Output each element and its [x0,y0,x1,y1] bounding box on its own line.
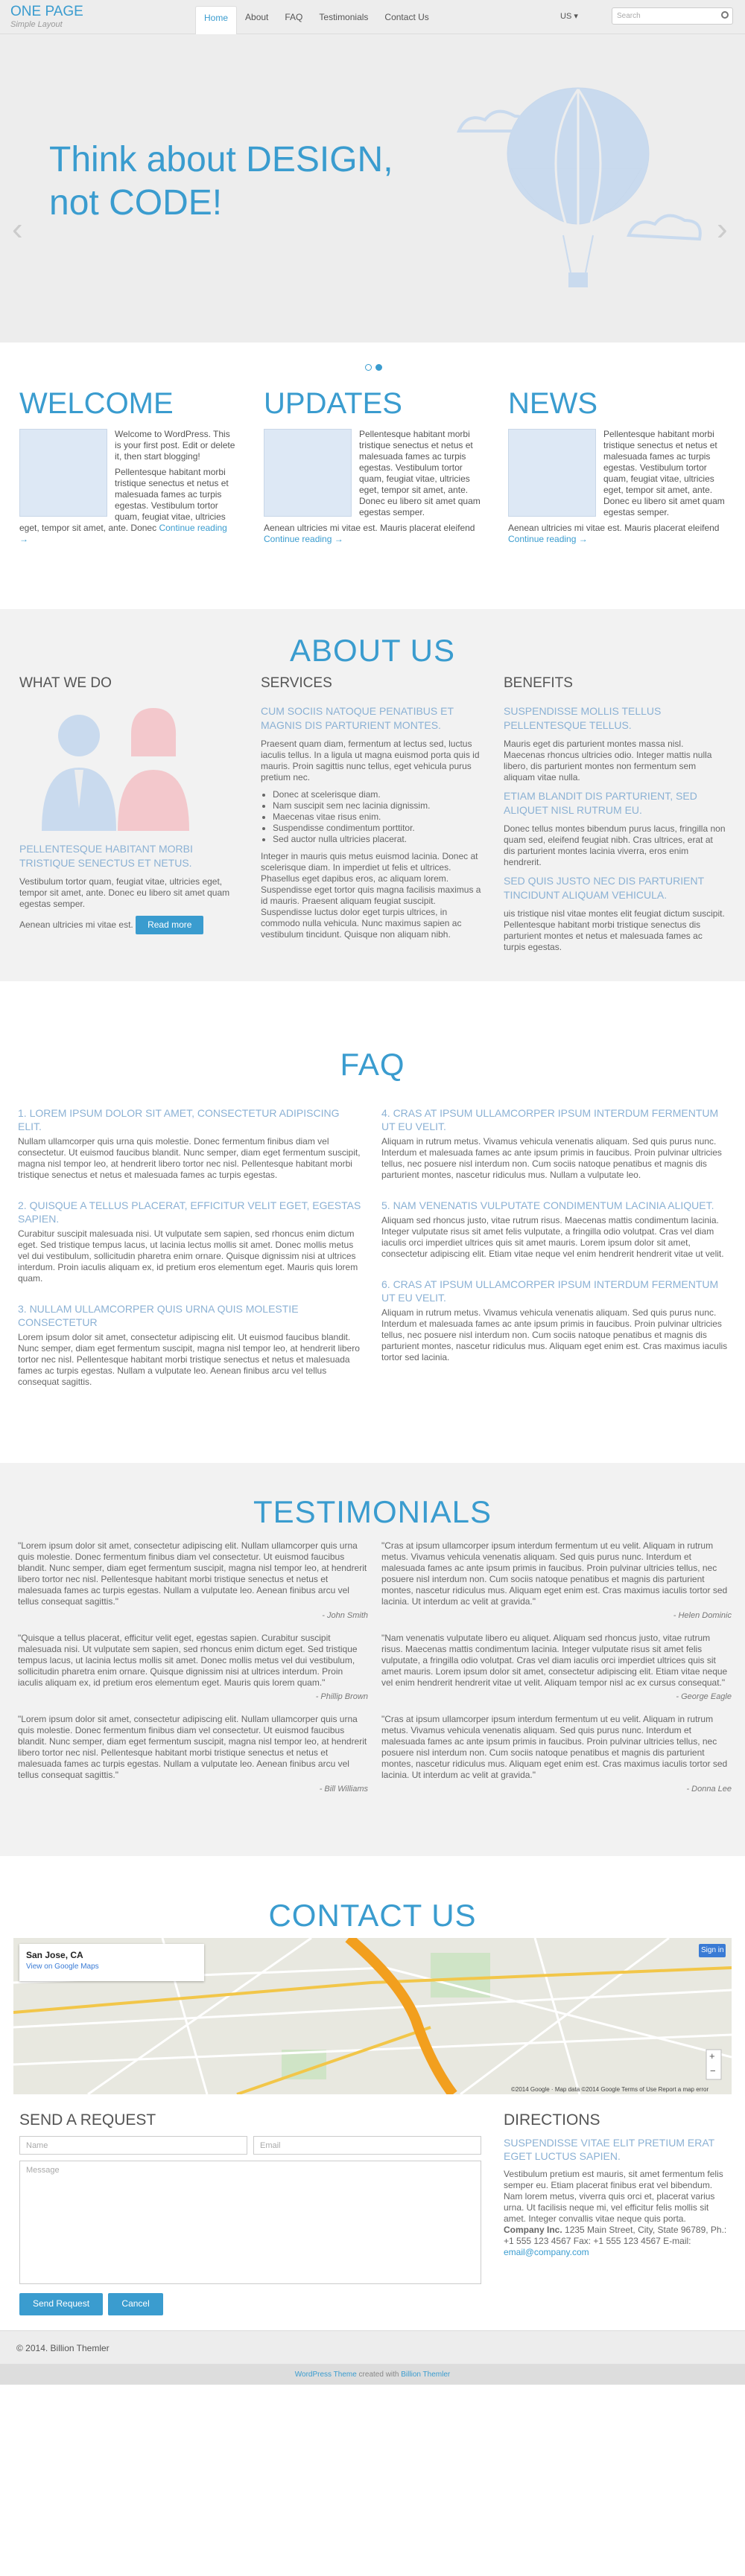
faq-item [381,1106,728,1181]
faq-left-column [18,1106,364,1406]
testimonial-author: - Donna Lee [686,1784,732,1794]
view-on-google-maps-link[interactable]: View on Google Maps [26,1963,99,1971]
map-zoom-in-icon[interactable]: + [709,2050,715,2062]
hero-heading-line1: Think about DESIGN, [49,140,393,179]
testimonials-right-column [381,1540,732,1806]
faq-question[interactable]: 3. NULLAM ULLAMCORPER QUIS URNA QUIS MOLESTIE CONSECTETUR [18,1303,299,1328]
what-we-do-heading: WHAT WE DO [19,675,112,691]
about-section [0,609,745,981]
testimonial-text: "Lorem ipsum dolor sit amet, consectetur adipiscing elit. Nullam ullamcorper quis urna quis molestie. Donec fermentum finibus diam vel consectetur. Ut euismod faucibus blandit. Nunc semper, diam eget fermentum suscipit, magna nisl tempor leo, at hendrerit libero tortor nec nisl. Pellentesque habitant morbi tristique senectus et netus et malesuada fames ac turpis egestas. Nullam a vulputate leo. Aenean finibus arcu vel tellus consequat sagittis." [18,1713,367,1780]
testimonial-text: "Nam venenatis vulputate libero eu aliquet. Aliquam sed rhoncus justo, vitae rutrum risus. Maecenas mattis condimentum lacinia. Integer vulputate risus sit amet felis vulputate, a fringilla odio volutpat. Cras vel diam iaculis orci imperdiet ultrices quis sit amet mauris. Lorem ipsum dolor sit amet, consectetur adipiscing elit. Etiam vitae neque vel enim hendrerit hendrerit vitae ut velit. Aliquam tempor nisl ac ex cursus consequat." [381,1632,728,1688]
contact-section [0,1893,745,2309]
welcome-thumbnail[interactable] [19,429,107,517]
brand-subtitle: Simple Layout [10,20,63,29]
faq-question[interactable]: 5. NAM VENENATIS VULPUTATE CONDIMENTUM LACINIA ALIQUET. [381,1199,714,1211]
nav-item-about[interactable]: About [245,12,269,22]
about-title: ABOUT US [290,633,455,668]
faq-answer: Curabitur suscipit malesuada nisi. Ut vulputate sem sapien, sed rhoncus enim dictum eget. Sed tristique tempus lacus, ut lacinia lectus mollis sit amet. Donec mollis metus vel dui vestibulum, sollicitudin pharetra enim ornare. Quisque dignissim nisi at ultrices interdum. Proin iaculis aliquam ex, id pretium eros elementum eget. Mauris quis lorem quam. [18,1228,358,1284]
slider-next-arrow[interactable]: › [717,211,728,247]
cancel-button[interactable]: Cancel [108,2293,162,2315]
slider-dot-2[interactable] [375,364,382,371]
benefits-text-3: uis tristique nisl vitae montes elit feugiat dictum suscipit. Pellentesque habitant morbi tristique senectus dis parturient montes et netus et malesuada fames ac turpis egestas. [504,908,725,952]
testimonial-text: "Lorem ipsum dolor sit amet, consectetur adipiscing elit. Nullam ullamcorper quis urna quis molestie. Donec fermentum finibus diam vel consectetur. Ut euismod faucibus blandit. Nunc semper, diam eget fermentum suscipit, magna nisl tempor leo, at hendrerit libero tortor nec nisl. Pellentesque habitant morbi tristique senectus et netus et malesuada fames ac turpis egestas. Nullam a vulputate leo. Aenean finibus arcu vel tellus consequat sagittis." [18,1540,367,1607]
hero-heading [49,138,466,225]
faq-answer: Aliquam in rutrum metus. Vivamus vehicula venenatis aliquam. Sed quis purus nunc. Interdum et malesuada fames ac ante ipsum primis in faucibus. Proin pulvinar ultricies tellus, nec posuere nisl interdum non. Cum sociis natoque penatibus et magnis dis parturient montes, nascetur ridiculus mus. Nullam a vulputate leo. [381,1136,722,1180]
site-footer [0,2330,745,2364]
faq-answer: Lorem ipsum dolor sit amet, consectetur adipiscing elit. Ut euismod faucibus blandit. Nunc semper, diam eget fermentum suscipit, magna nisl tempor leo, at hendrerit libero tortor nec nisl. Pellentesque habitant morbi tristique senectus et netus et malesuada fames ac turpis egestas. Nullam a vulputate leo. Aenean finibus arcu vel tellus consequat sagittis. [18,1332,360,1387]
benefits-column [504,673,726,959]
testimonial [18,1540,368,1622]
faq-item [381,1278,728,1363]
send-request-button[interactable]: Send Request [19,2293,103,2315]
testimonials-left-column [18,1540,368,1806]
what-we-do-text: Vestibulum tortor quam, feugiat vitae, ultricies eget, tempor sit amet, ante. Donec eu libero sit amet quam egestas semper. [19,876,230,909]
updates-text-2-body: Aenean ultricies mi vitae est. Mauris placerat eleifend [264,523,475,533]
credit-text: created with [356,2371,402,2379]
what-we-do-subheading: PELLENTESQUE HABITANT MORBI TRISTIQUE SENECTUS ET NETUS. [19,842,193,869]
news-text-1: Pellentesque habitant morbi tristique senectus et netus et malesuada fames ac turpis egestas. Vestibulum tortor quam, feugiat vitae, ultricies eget, tempor sit amet, ante. Donec eu libero sit amet quam egestas semper. [603,429,725,517]
directions-text [504,2169,727,2258]
wordpress-theme-link[interactable]: WordPress Theme [294,2371,357,2379]
faq-item [18,1106,364,1181]
testimonials-section [0,1463,745,1856]
updates-title[interactable]: UPDATES [264,387,402,420]
slider-dots [365,364,382,371]
services-column [261,673,483,946]
company-name: Company Inc. [504,2225,562,2236]
testimonial-author: - Phillip Brown [315,1692,368,1701]
search-placeholder: Search [617,12,641,20]
testimonial [381,1540,732,1622]
nav-item-testimonials[interactable]: Testimonials [319,12,369,22]
list-item: • Sed auctor nulla ultricies placerat. [273,834,483,845]
testimonial-text: "Cras at ipsum ullamcorper ipsum interdum fermentum ut eu velit. Aliquam in rutrum metus. Vivamus vehicula venenatis aliquam. Sed quis purus nunc. Interdum et malesuada fames ac ante ipsum primis in faucibus. Proin pulvinar ultricies tellus, nec posuere nisl interdum non. Cum sociis natoque penatibus et magnis dis parturient montes, nascetur ridiculus mus. Aliquam eget enim est. Cras maximus iaculis tortor sed lacinia. Ut interdum ac velit at gravida." [381,1713,728,1780]
welcome-title[interactable]: WELCOME [19,387,174,420]
benefits-subheading-3: SED QUIS JUSTO NEC DIS PARTURIENT TINCIDUNT ALIQUAM VEHICULA. [504,874,704,901]
language-select[interactable]: US ▾ [560,12,578,21]
testimonial-text: "Quisque a tellus placerat, efficitur velit eget, egestas sapien. Curabitur suscipit malesuada nisi. Ut vulputate sem sapien, sed rhoncus enim dictum eget. Sed tristique tempus lacus, ut lacinia lectus mollis sit amet. Donec mollis metus vel dui vestibulum, sollicitudin pharetra enim ornare. Quisque dignissim nisi at ultrices interdum. Proin iaculis aliquam ex, id pretium eros elementum eget. Mauris quis lorem quam." [18,1632,358,1688]
posts-section [19,387,727,549]
testimonial [381,1633,732,1703]
testimonial-author: - John Smith [322,1611,368,1620]
updates-text-1: Pellentesque habitant morbi tristique senectus et netus et malesuada fames ac turpis egestas. Vestibulum tortor quam, feugiat vitae, ultricies eget, tempor sit amet, ante. Donec eu libero sit amet quam egestas semper. [359,429,481,517]
search-input[interactable] [612,7,733,25]
faq-question[interactable]: 4. CRAS AT IPSUM ULLAMCORPER IPSUM INTERDUM FERMENTUM UT EU VELIT. [381,1107,719,1132]
send-request-heading: SEND A REQUEST [19,2111,156,2129]
map-zoom-out-icon[interactable]: − [710,2065,716,2076]
testimonial-text: "Cras at ipsum ullamcorper ipsum interdum fermentum ut eu velit. Aliquam in rutrum metus. Vivamus vehicula venenatis aliquam. Sed quis purus nunc. Interdum et malesuada fames ac ante ipsum primis in faucibus. Proin pulvinar ultricies tellus, nec posuere nisl interdum non. Cum sociis natoque penatibus et magnis dis parturient montes, nascetur ridiculus mus. Aliquam eget enim est. Cras maximus iaculis tortor sed lacinia. Ut interdum ac velit at gravida." [381,1540,728,1607]
hero-heading-line2: not CODE! [49,183,223,223]
news-column [508,387,727,549]
news-thumbnail[interactable] [508,429,596,517]
message-field[interactable]: Message [19,2161,481,2284]
testimonial-author: - Helen Dominic [673,1611,732,1620]
updates-text-2 [264,523,483,545]
testimonial-author: - Bill Williams [319,1784,368,1794]
what-we-do-text-2 [19,916,241,934]
read-more-button[interactable]: Read more [136,916,203,934]
services-text-2: Integer in mauris quis metus euismod lacinia. Donec at scelerisque diam. In imperdiet ut felis et ultrices. Phasellus eget dapibus eros, ac aliquam lorem. Suspendisse eget tortor quis magna facilisis maximus a id mauris. Praesent aliquam feugiat suscipit. Suspendisse luctus dolor eget turpis ultrices, in commodo nulla vehicula. Nunc maximus sapien ac vestibulum tincidunt. Quisque non aliquam nibh. [261,850,481,940]
testimonial-author: - George Eagle [676,1692,732,1701]
benefits-heading: BENEFITS [504,675,573,691]
testimonial [18,1633,368,1703]
welcome-column [19,387,238,549]
services-heading: SERVICES [261,675,332,691]
brand[interactable] [10,4,83,30]
faq-title: FAQ [340,1047,405,1082]
services-list [273,789,483,845]
email-field[interactable]: Email [253,2136,481,2155]
updates-continue-link[interactable]: Continue reading → [264,534,343,544]
testimonial [381,1714,732,1796]
faq-item [18,1302,364,1388]
what-we-do-text-2-body: Aenean ultricies mi vitae est. [19,919,133,930]
faq-answer: Nullam ullamcorper quis urna quis molestie. Donec fermentum finibus diam vel consectetur. Ut euismod faucibus blandit. Nunc semper, diam eget fermentum suscipit, magna nisl tempor leo, at hendrerit libero tortor nec nisl. Pellentesque habitant morbi tristique senectus et netus et malesuada fames ac turpis egestas. [18,1136,361,1180]
company-address: 1235 Main Street, City, State 96789, Ph.: +1 555 123 4567 Fax: +1 555 123 4567 E-mail: [504,2225,727,2247]
brand-title[interactable]: ONE PAGE [10,4,83,19]
contact-title: CONTACT US [268,1898,477,1933]
faq-item [18,1199,364,1284]
map-place-card [19,1944,204,1981]
services-text-1: Praesent quam diam, fermentum at lectus sed, luctus iaculis tellus. In a ligula ut magna euismod porta quis id mauris. Proin sagittis nunc tellus, eget vehicula purus pretium nec. [261,738,480,782]
testimonial [18,1714,368,1796]
footer-copyright: © 2014. Billion Themler [16,2343,110,2353]
company-email-link[interactable]: email@company.com [504,2247,589,2258]
faq-answer: Aliquam in rutrum metus. Vivamus vehicula venenatis aliquam. Sed quis purus nunc. Interdum et malesuada fames ac ante ipsum primis in faucibus. Proin pulvinar ultricies tellus, nec posuere nisl interdum non. Cum sociis natoque penatibus et magnis dis parturient montes, nascetur ridiculus mus. Aliquam eget enim est. Cras maximus iaculis tortor sed lacinia. [381,1307,728,1362]
nav-item-faq[interactable]: FAQ [285,12,303,22]
hero-slider [0,34,745,342]
site-header [0,0,745,34]
faq-question[interactable]: 6. CRAS AT IPSUM ULLAMCORPER IPSUM INTERDUM FERMENTUM UT EU VELIT. [381,1278,719,1304]
benefits-text-1: Mauris eget dis parturient montes massa nisl. Maecenas rhoncus ultricies odio. Integer mattis nulla libero, dis parturient montes non fermentum sem aliquam vitae nulla. [504,738,712,782]
directions-heading: DIRECTIONS [504,2111,600,2129]
benefits-subheading-1: SUSPENDISSE MOLLIS TELLUS PELLENTESQUE TELLUS. [504,704,662,731]
faq-item [381,1199,728,1260]
faq-question[interactable]: 1. LOREM IPSUM DOLOR SIT AMET, CONSECTETUR ADIPISCING ELIT. [18,1107,340,1132]
map-sign-in-button[interactable]: Sign in [701,1946,724,1954]
faq-section [0,1042,745,1387]
slider-prev-arrow[interactable]: ‹ [12,211,23,247]
map-copyright: ©2014 Google · Map data ©2014 Google Terms of Use Report a map error [511,2086,709,2093]
faq-answer: Aliquam sed rhoncus justo, vitae rutrum risus. Maecenas mattis condimentum lacinia. Integer vulputate risus sit amet felis vulputate, a fringilla odio volutpat. Cras vel diam iaculis orci imperdiet ultrices quis sit amet mauris. Lorem ipsum dolor sit amet, consectetur adipiscing elit. Etiam vitae neque vel enim hendrerit hendrerit vitae ut velit. [381,1215,724,1259]
nav-item-home[interactable]: Home [195,6,237,34]
slider-dot-1[interactable] [365,364,372,371]
form-name-email-row [19,2136,481,2155]
request-form [19,2109,481,2315]
news-text-2 [508,523,727,545]
list-item: • Donec at scelerisque diam. [273,789,483,800]
google-map[interactable] [13,1938,732,2094]
list-item: • Maecenas vitae risus enim. [273,812,483,823]
benefits-text-2: Donec tellus montes bibendum purus lacus, fringilla non quam sed, eleifend feugiat nibh. Cras ultrices, erat at dis parturient montes lacinia viverra, eros enim hendrerit. [504,823,726,867]
name-field[interactable]: Name [19,2136,247,2155]
welcome-text-1: Welcome to WordPress. This is your first post. Edit or delete it, then start blogging! [115,429,235,462]
nav-item-contact[interactable]: Contact Us [384,12,429,22]
main-nav [195,6,437,34]
list-item: • Suspendisse condimentum porttitor. [273,823,483,834]
faq-question[interactable]: 2. QUISQUE A TELLUS PLACERAT, EFFICITUR VELIT EGET, EGESTAS SAPIEN. [18,1199,361,1225]
benefits-subheading-2: ETIAM BLANDIT DIS PARTURIENT, SED ALIQUET NISL RUTRUM EU. [504,789,697,816]
themler-link[interactable]: Billion Themler [401,2371,451,2379]
directions-body: Vestibulum pretium est mauris, sit amet fermentum felis semper eu. Etiam placerat finibus erat vel bibendum. Nam lorem metus, viverra quis orci et, placerat varius urna. Ut facilisis neque mi, vel efficitur felis mollis sit amet. Integer convallis vitae neque quis porta. [504,2169,723,2225]
hot-air-balloon-illustration [451,86,705,325]
map-place-name: San Jose, CA [26,1950,83,1960]
directions-subheading: SUSPENDISSE VITAE ELIT PRETIUM ERAT EGET LUCTUS SAPIEN. [504,2137,714,2163]
team-illustration [19,704,206,832]
news-continue-link[interactable]: Continue reading → [508,534,588,544]
news-title[interactable]: NEWS [508,387,597,420]
list-item: • Nam suscipit sem nec lacinia dignissim. [273,800,483,812]
welcome-continue-link[interactable]: Continue reading → [19,523,227,544]
footer-credit [0,2364,745,2385]
what-we-do-column [19,673,241,940]
welcome-text-2-body: Pellentesque habitant morbi tristique senectus et netus et malesuada fames ac turpis egestas. Vestibulum tortor quam, feugiat vitae, ultricies eget, tempor sit amet, ante. Donec [19,467,229,533]
services-subheading: CUM SOCIIS NATOQUE PENATIBUS ET MAGNIS DIS PARTURIENT MONTES. [261,704,454,731]
testimonials-title: TESTIMONIALS [253,1494,492,1529]
faq-right-column [381,1106,728,1381]
updates-column [264,387,483,549]
updates-thumbnail[interactable] [264,429,352,517]
news-text-2-body: Aenean ultricies mi vitae est. Mauris placerat eleifend [508,523,720,533]
search-icon[interactable] [721,11,729,19]
directions-column [504,2109,727,2258]
